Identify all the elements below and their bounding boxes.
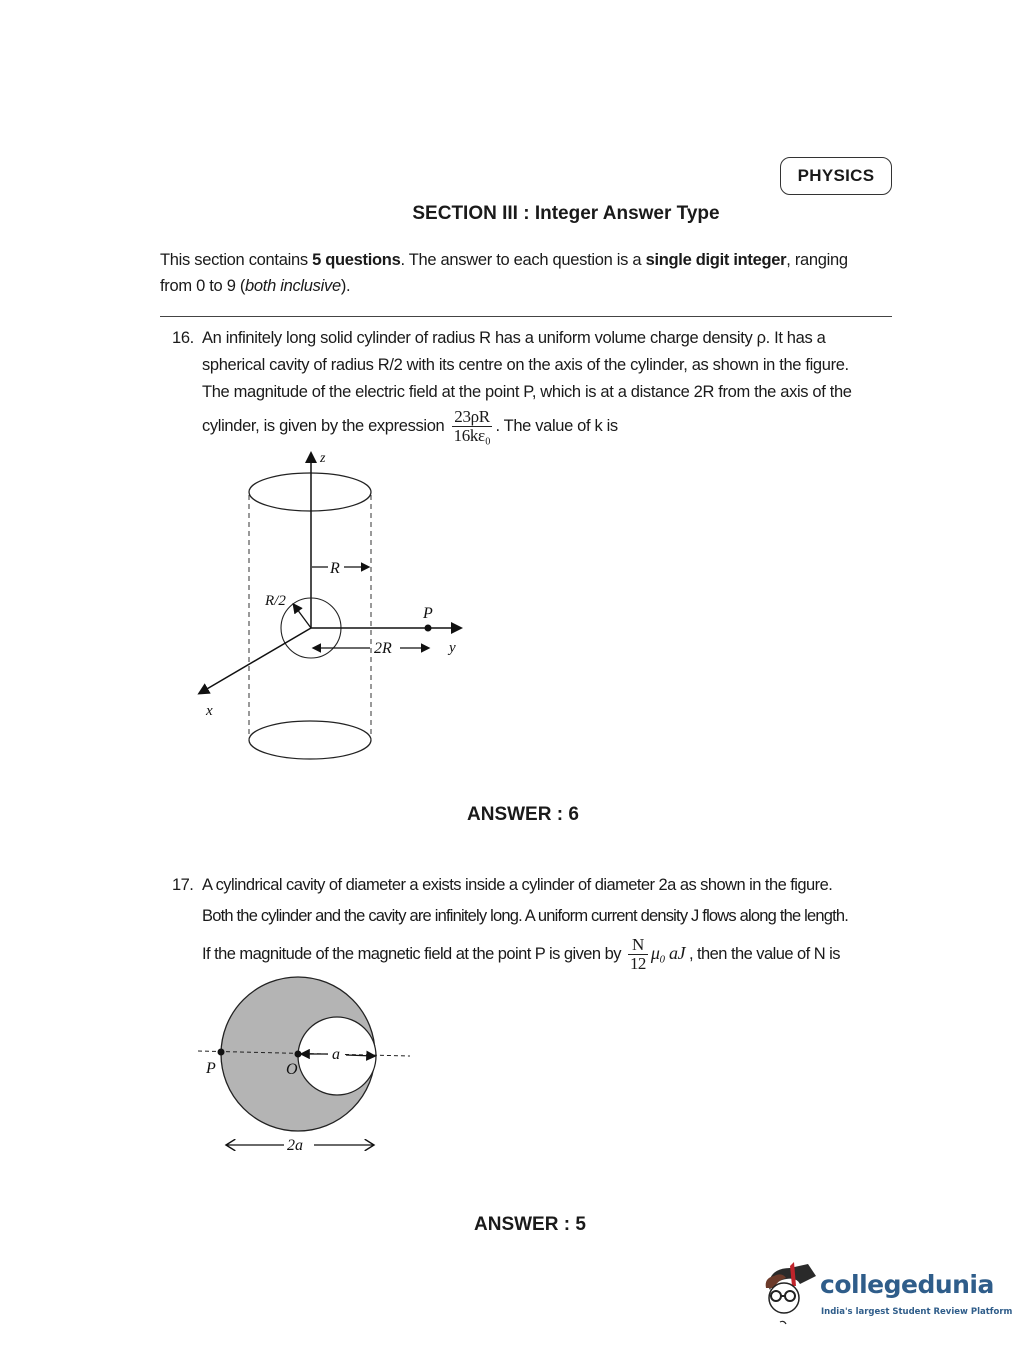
section-instructions [160, 247, 900, 299]
fraction-denominator: 12 [629, 954, 646, 973]
section-title: SECTION III : Integer Answer Type [412, 203, 720, 224]
x-axis [200, 628, 311, 693]
figure-cylinder-with-cylindrical-cavity [190, 970, 420, 1160]
label-x: x [206, 703, 213, 719]
figure-cylinder-with-spherical-cavity [190, 440, 480, 760]
intro-text: ). [340, 277, 351, 295]
label-R-half: R/2 [265, 593, 286, 609]
question-16 [172, 325, 902, 445]
label-P: P [423, 605, 433, 622]
expression-fraction [628, 936, 648, 973]
point-O [295, 1051, 302, 1058]
intro-italic: both inclusive [245, 277, 341, 295]
fraction-numerator: 23ρR [452, 408, 493, 427]
answer-16: ANSWER : 6 [467, 804, 579, 825]
question-text-line: Both the cylinder and the cavity are infinitely long. A uniform current density J flows along the length. [202, 907, 849, 925]
logo-tagline: India's largest Student Review Platform [821, 1307, 1013, 1317]
label-2a: 2a [287, 1137, 303, 1154]
question-number: 16. [172, 329, 194, 347]
cavity-radius-arrow [294, 605, 311, 628]
cylinder-top-ellipse [249, 473, 371, 511]
cylinder-bottom-ellipse [249, 721, 371, 759]
intro-text: This section contains [160, 251, 313, 269]
label-z: z [320, 451, 326, 466]
question-text-line: spherical cavity of radius R/2 with its centre on the axis of the cylinder, as shown in the figure. [202, 356, 849, 374]
label-y: y [449, 640, 456, 656]
label-2R: 2R [374, 640, 392, 657]
point-P [425, 625, 432, 632]
logo-wordmark: collegedunia [820, 1270, 994, 1299]
label-a: a [332, 1046, 340, 1063]
question-text-line: An infinitely long solid cylinder of radius R has a uniform volume charge density ρ. It has a [202, 329, 826, 347]
intro-bold-count: 5 questions [312, 251, 401, 269]
fraction-numerator: N [628, 936, 648, 955]
question-17 [172, 872, 902, 973]
label-O: O [286, 1061, 298, 1078]
label-R: R [330, 560, 340, 577]
intro-bold-type: single digit integer [645, 251, 787, 269]
question-text-line: A cylindrical cavity of diameter a exists inside a cylinder of diameter 2a as shown in the figure. [202, 876, 833, 894]
divider [160, 316, 892, 317]
question-text: . The value of k is [495, 416, 618, 435]
intro-text: , ranging [786, 251, 848, 269]
subject-badge: PHYSICS [780, 157, 892, 195]
intro-text: . The answer to each question is a [400, 251, 646, 269]
intro-text: from 0 to 9 ( [160, 277, 246, 295]
question-text: , then the value of N is [688, 944, 840, 963]
question-text: cylinder, is given by the expression [202, 416, 445, 435]
label-P: P [206, 1060, 216, 1077]
point-P [218, 1049, 225, 1056]
collegedunia-logo[interactable] [760, 1258, 1013, 1334]
mascot-icon [760, 1258, 820, 1328]
expression-factor: μ₀ aJ [650, 942, 685, 963]
answer-17: ANSWER : 5 [474, 1214, 586, 1235]
question-number: 17. [172, 876, 194, 894]
question-text-line: The magnitude of the electric field at the point P, which is at a distance 2R from the axis of the [202, 383, 852, 401]
fraction-denominator: 16kε₀ [453, 426, 491, 445]
question-text: If the magnitude of the magnetic field at the point P is given by [202, 944, 621, 963]
question-text-line [202, 936, 902, 973]
